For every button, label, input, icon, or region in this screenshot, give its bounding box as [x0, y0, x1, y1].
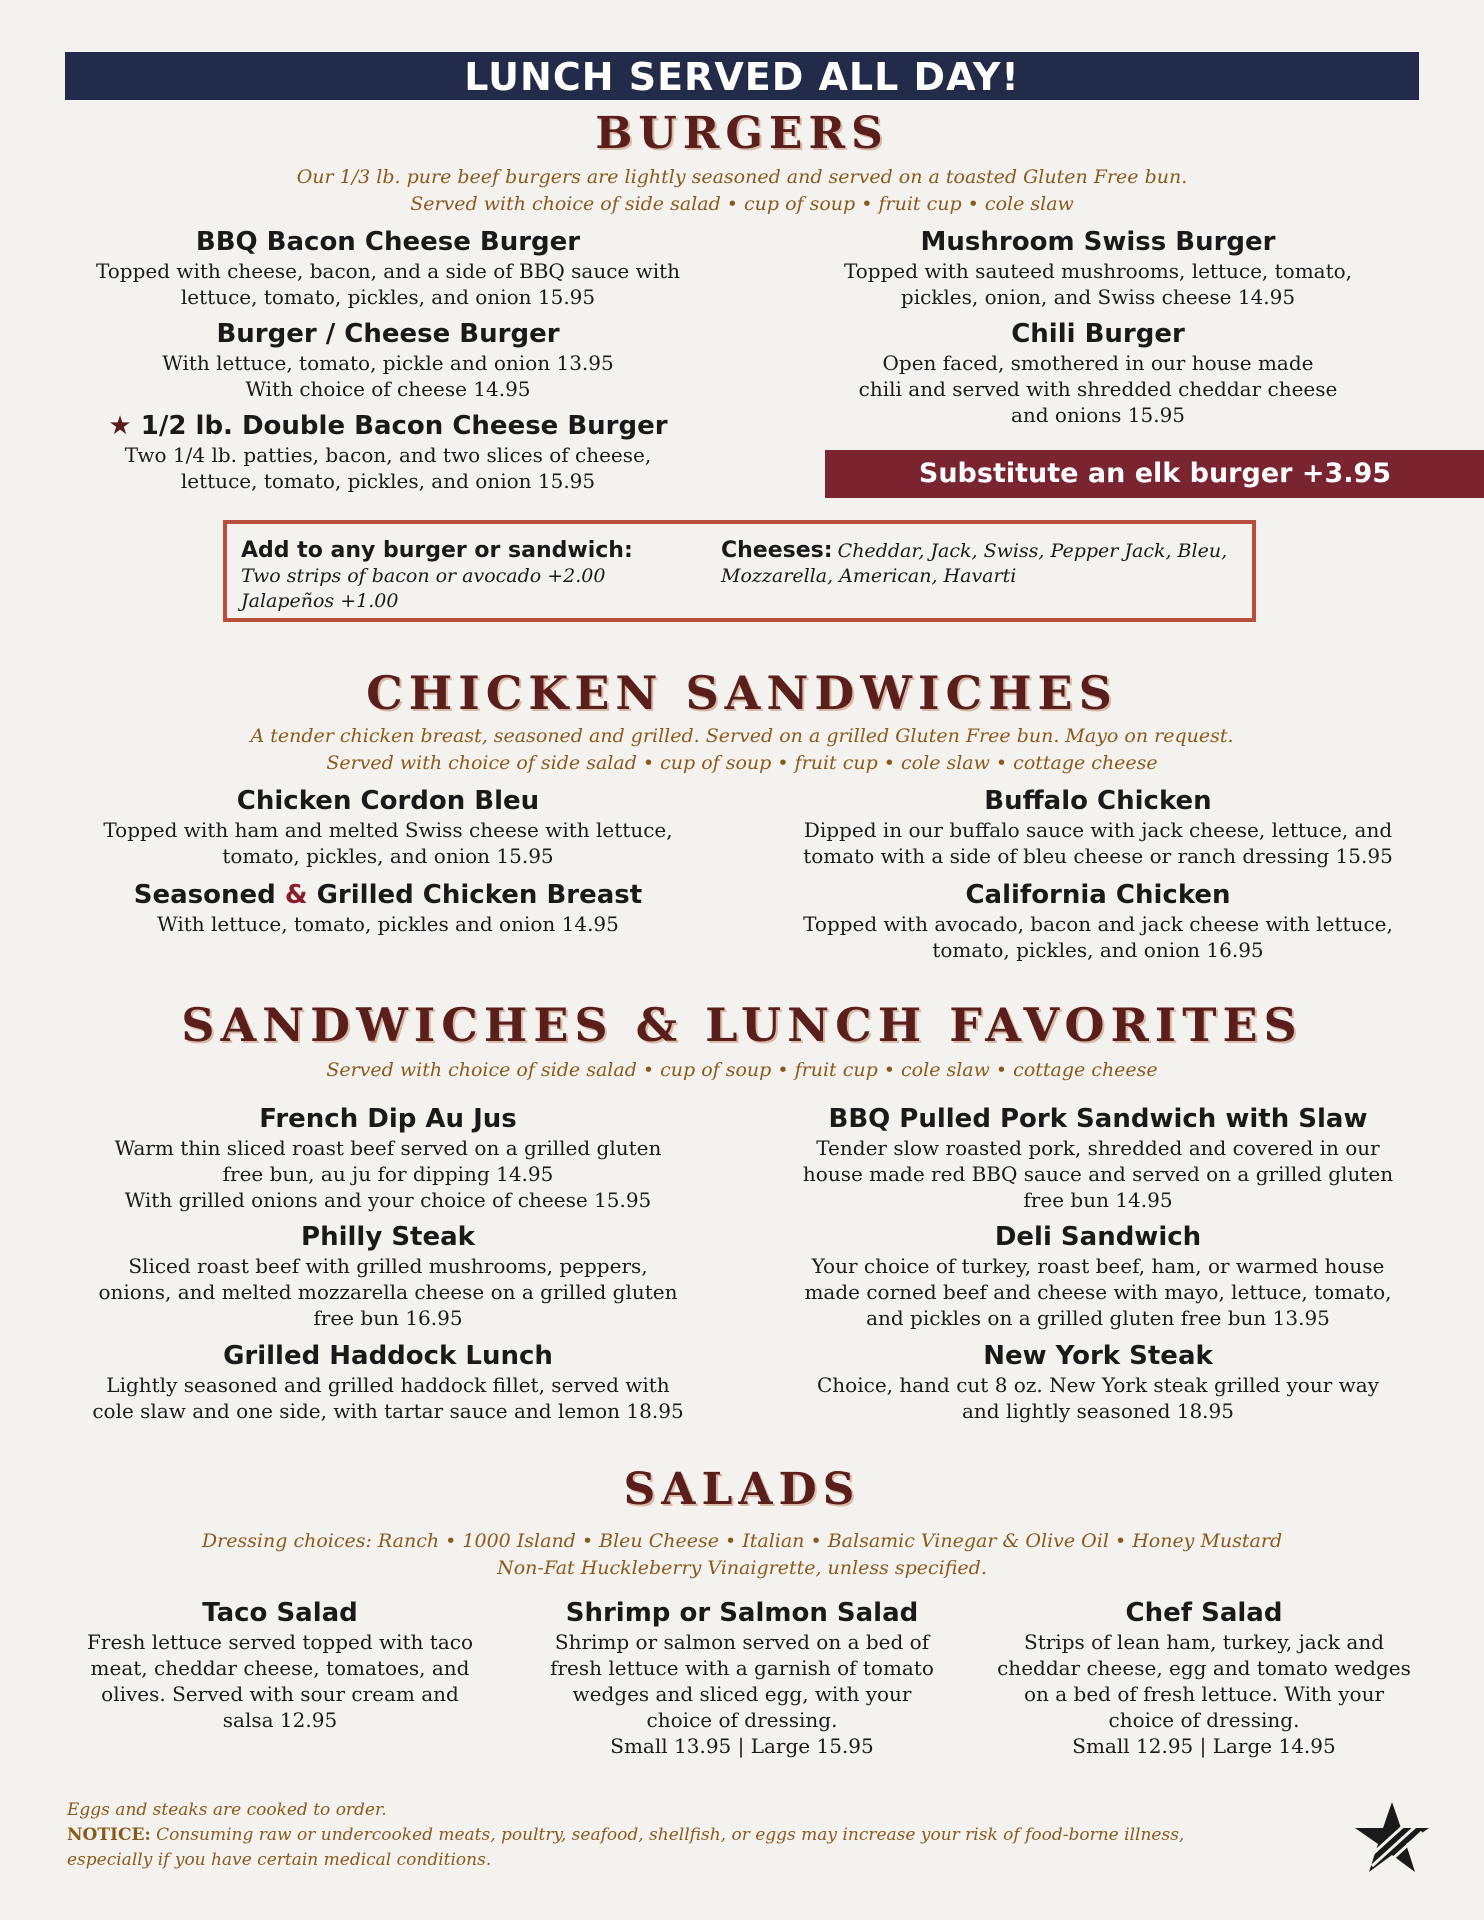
item-description: Your choice of turkey, roast beef, ham, or warmed house made corned beef and cheese with mayo, lettuce, tomato, and pickles on a grilled gluten free bun 13.95 [804, 1254, 1392, 1330]
item-name: Taco Salad [202, 1598, 358, 1628]
item-name: New York Steak [983, 1341, 1213, 1371]
item-name: Shrimp or Salmon Salad [565, 1598, 919, 1628]
lunch-banner: LUNCH SERVED ALL DAY! [65, 52, 1419, 100]
item-description: Topped with avocado, bacon and jack cheese with lettuce, tomato, pickles, and onion 16.95 [803, 912, 1393, 962]
star-logo-icon [1352, 1798, 1432, 1878]
cheeses-section [721, 538, 1241, 589]
item-description: Open faced, smothered in our house made chili and served with shredded cheddar cheese and onions 15.95 [858, 351, 1338, 427]
item-description: Lightly seasoned and grilled haddock fillet, served with cole slaw and one side, with tartar sauce and lemon 18.95 [92, 1373, 684, 1423]
item-description: Dipped in our buffalo sauce with jack cheese, lettuce, and tomato with a side of bleu cheese or ranch dressing 15.95 [803, 818, 1393, 868]
addons-box [223, 520, 1256, 622]
item-description: Tender slow roasted pork, shredded and covered in our house made red BBQ sauce and served on a grilled gluten free bun 14.95 [802, 1136, 1394, 1212]
menu-item-taco-salad [60, 1597, 500, 1733]
menu-item-deli-sandwich [758, 1221, 1438, 1331]
item-name: Grilled Haddock Lunch [223, 1341, 553, 1371]
item-name: Buffalo Chicken [984, 786, 1212, 816]
burgers-desc-line1: Our 1/3 lb. pure beef burgers are lightly seasoned and served on a toasted Gluten Free bun. [296, 166, 1188, 188]
item-description: With lettuce, tomato, pickles and onion 14.95 [157, 912, 619, 936]
menu-item-bbq-pulled-pork [758, 1103, 1438, 1213]
ampersand: & [284, 880, 308, 910]
salads-desc-line2: Non-Fat Huckleberry Vinaigrette, unless specified. [497, 1557, 987, 1579]
cheeses-heading: Cheeses: [721, 538, 833, 563]
menu-item-chicken-cordon-bleu [48, 785, 728, 869]
item-description: Topped with ham and melted Swiss cheese with lettuce, tomato, pickles, and onion 15.95 [103, 818, 673, 868]
item-name: Mushroom Swiss Burger [920, 227, 1276, 257]
menu-item-bbq-bacon-cheese-burger [48, 226, 728, 310]
chicken-desc-line2: Served with choice of side salad • cup of soup • fruit cup • cole slaw • cottage cheese [326, 752, 1158, 774]
item-name-part: Grilled Chicken Breast [307, 880, 643, 910]
notice-text: Consuming raw or undercooked meats, poultry, seafood, shellfish, or eggs may increase your risk of food-borne illness, [150, 1825, 1185, 1845]
footer-line3: especially if you have certain medical conditions. [67, 1850, 492, 1870]
menu-item-chef-salad [984, 1597, 1424, 1759]
item-description: Topped with cheese, bacon, and a side of BBQ sauce with lettuce, tomato, pickles, and onion 15.95 [95, 259, 681, 309]
burgers-desc-line2: Served with choice of side salad • cup of soup • fruit cup • cole slaw [410, 193, 1074, 215]
menu-item-french-dip [48, 1103, 728, 1213]
item-description: Two 1/4 lb. patties, bacon, and two slices of cheese, lettuce, tomato, pickles, and onion 15.95 [124, 443, 652, 493]
notice-label: NOTICE: [67, 1825, 151, 1845]
salads-desc-line1: Dressing choices: Ranch • 1000 Island • Bleu Cheese • Italian • Balsamic Vinegar & Olive Oil • Honey Mustard [201, 1530, 1283, 1552]
item-name: Deli Sandwich [994, 1222, 1202, 1252]
menu-item-shrimp-salmon-salad [520, 1597, 964, 1759]
item-name: Chili Burger [1011, 319, 1185, 349]
menu-item-new-york-steak [758, 1340, 1438, 1424]
item-name: California Chicken [965, 880, 1231, 910]
item-name-row [48, 410, 728, 442]
item-description: Strips of lean ham, turkey, jack and cheddar cheese, egg and tomato wedges on a bed of fresh lettuce. With your choice of dressing. Small 12.95 | Large 14.95 [997, 1630, 1411, 1758]
menu-item-california-chicken [758, 879, 1438, 963]
menu-item-grilled-haddock [48, 1340, 728, 1424]
sandwiches-desc-line1: Served with choice of side salad • cup of soup • fruit cup • cole slaw • cottage cheese [326, 1059, 1158, 1081]
menu-item-burger-cheese-burger [48, 318, 728, 402]
chicken-title: CHICKEN SANDWICHES [366, 666, 1118, 720]
footer-notice [67, 1798, 1267, 1873]
elk-burger-banner: Substitute an elk burger +3.95 [825, 450, 1484, 498]
salads-title: SALADS [623, 1464, 861, 1515]
item-description: Topped with sauteed mushrooms, lettuce, tomato, pickles, onion, and Swiss cheese 14.95 [843, 259, 1353, 309]
item-description: Warm thin sliced roast beef served on a grilled gluten free bun, au ju for dipping 14.95 With grilled onions and your choice of cheese 15.95 [114, 1136, 662, 1212]
item-name: BBQ Pulled Pork Sandwich with Slaw [828, 1104, 1368, 1134]
menu-item-double-bacon-cheese-burger [48, 410, 728, 494]
addons-section [241, 538, 711, 614]
salads-description [0, 1528, 1484, 1582]
item-name: Chef Salad [1125, 1598, 1283, 1628]
menu-item-philly-steak [48, 1221, 728, 1331]
menu-item-seasoned-grilled-chicken [48, 879, 728, 937]
star-icon: ★ [108, 411, 132, 441]
item-description: With lettuce, tomato, pickle and onion 13.95 With choice of cheese 14.95 [162, 351, 614, 401]
sandwiches-description [0, 1057, 1484, 1084]
menu-item-buffalo-chicken [758, 785, 1438, 869]
burgers-description [0, 164, 1484, 218]
cheeses-text: Cheddar, Jack, Swiss, Pepper Jack, Bleu, Mozzarella, American, Havarti [721, 540, 1228, 587]
item-name: 1/2 lb. Double Bacon Cheese Burger [140, 411, 668, 441]
addons-text: Two strips of bacon or avocado +2.00 Jalapeños +1.00 [241, 565, 606, 612]
menu-item-mushroom-swiss-burger [758, 226, 1438, 310]
item-name-part: Seasoned [133, 880, 285, 910]
footer-line1: Eggs and steaks are cooked to order. [67, 1800, 387, 1820]
item-name: BBQ Bacon Cheese Burger [195, 227, 581, 257]
item-description: Shrimp or salmon served on a bed of fresh lettuce with a garnish of tomato wedges and sliced egg, with your choice of dressing. Small 13.95 | Large 15.95 [550, 1630, 934, 1758]
footer-notice-line [67, 1823, 1267, 1848]
burgers-title: BURGERS [595, 108, 889, 159]
item-name: French Dip Au Jus [259, 1104, 517, 1134]
item-name: Chicken Cordon Bleu [236, 786, 540, 816]
item-description: Choice, hand cut 8 oz. New York steak grilled your way and lightly seasoned 18.95 [817, 1373, 1379, 1423]
item-description: Sliced roast beef with grilled mushrooms, peppers, onions, and melted mozzarella cheese on a grilled gluten free bun 16.95 [98, 1254, 678, 1330]
sandwiches-title: SANDWICHES & LUNCH FAVORITES [181, 998, 1303, 1052]
item-name: Philly Steak [301, 1222, 475, 1252]
item-name: Burger / Cheese Burger [216, 319, 560, 349]
item-name-row [48, 879, 728, 911]
item-description: Fresh lettuce served topped with taco meat, cheddar cheese, tomatoes, and olives. Served with sour cream and salsa 12.95 [87, 1630, 473, 1732]
chicken-desc-line1: A tender chicken breast, seasoned and grilled. Served on a grilled Gluten Free bun. Mayo on request. [250, 725, 1234, 747]
chicken-description [0, 723, 1484, 777]
menu-item-chili-burger [758, 318, 1438, 428]
addons-heading: Add to any burger or sandwich: [241, 538, 633, 563]
